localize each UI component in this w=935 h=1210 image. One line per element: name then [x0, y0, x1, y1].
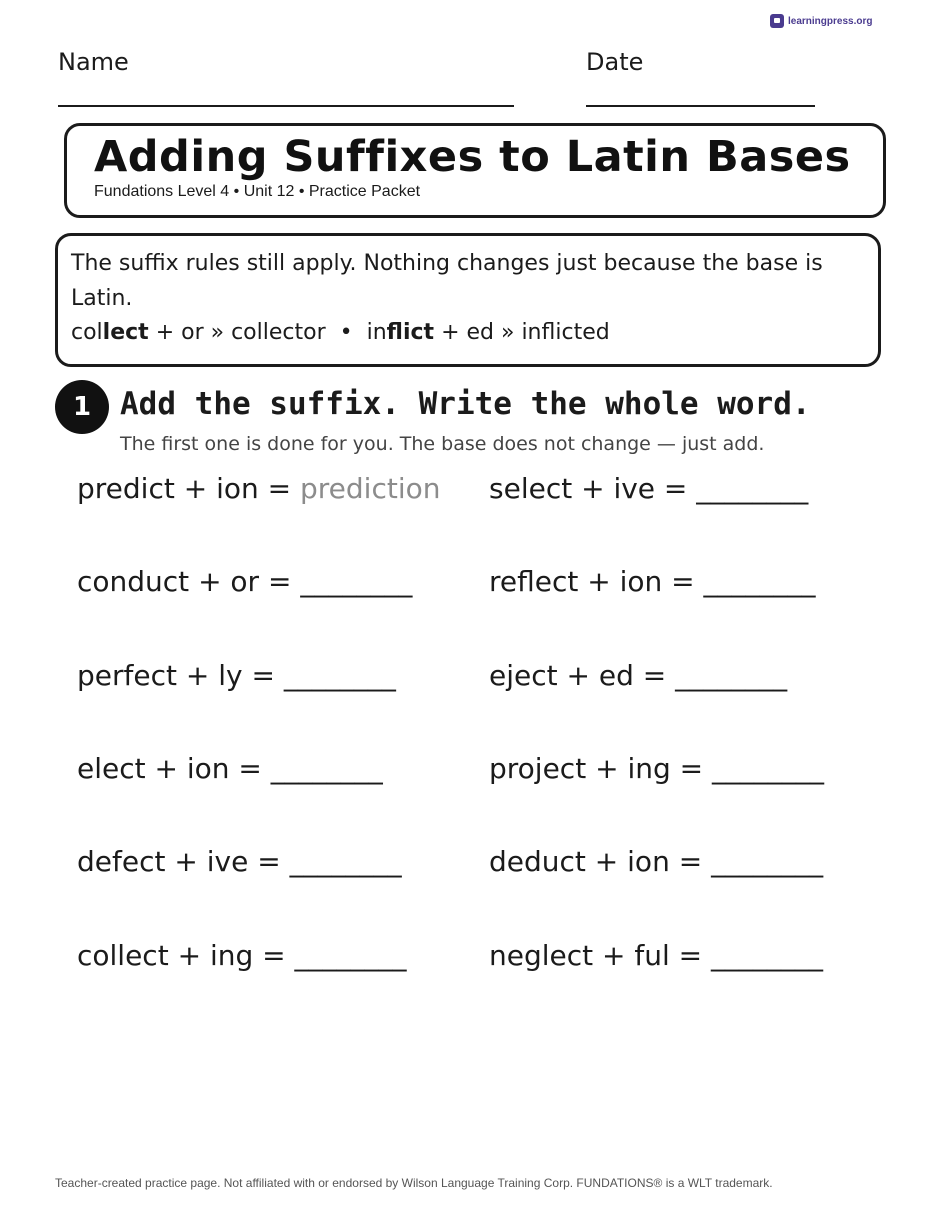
answer-blank[interactable]: ________ — [696, 472, 809, 505]
example-1-prefix: col — [71, 320, 103, 345]
problem-prompt: conduct + or = — [77, 565, 301, 598]
problem-prompt: reflect + ion = — [489, 565, 704, 598]
problem-prompt: perfect + ly = — [77, 659, 284, 692]
date-line — [586, 105, 815, 107]
rule-box — [55, 233, 881, 367]
rule-text: The suffix rules still apply. Nothing changes just because the base is Latin. — [71, 251, 823, 311]
answer-blank[interactable]: ________ — [283, 659, 396, 692]
brand-logo — [770, 12, 872, 30]
example-2-base: flict — [386, 320, 435, 345]
answer-blank[interactable]: ________ — [711, 845, 824, 878]
problem-item — [77, 752, 383, 785]
problem-prompt: select + ive = — [489, 472, 697, 505]
example-2-rest: + ed » inflicted — [434, 320, 610, 345]
date-label: Date — [586, 48, 644, 76]
answer-blank[interactable]: ________ — [712, 752, 825, 785]
problem-prompt: project + ing = — [489, 752, 713, 785]
name-label: Name — [58, 48, 129, 76]
page-subtitle: Fundations Level 4 • Unit 12 • Practice Packet — [94, 183, 421, 200]
title-box — [64, 123, 886, 218]
problem-item — [489, 565, 816, 598]
name-line — [58, 105, 514, 107]
answer-blank[interactable]: ________ — [711, 939, 824, 972]
problem-prompt: collect + ing = — [77, 939, 295, 972]
section-number-badge: 1 — [55, 380, 109, 434]
example-2-prefix: in — [366, 320, 387, 345]
problem-item — [77, 939, 407, 972]
answer-blank[interactable]: ________ — [294, 939, 407, 972]
problem-item — [489, 939, 823, 972]
problem-prompt: defect + ive = — [77, 845, 290, 878]
rule-example — [71, 320, 610, 345]
problem-prompt: eject + ed = — [489, 659, 676, 692]
example-1-rest: + or » collector — [148, 320, 326, 345]
problem-prompt: predict + ion = — [77, 472, 301, 505]
problem-item — [77, 845, 402, 878]
answer-blank[interactable]: ________ — [300, 565, 413, 598]
answer-blank[interactable]: ________ — [270, 752, 383, 785]
problem-prompt: elect + ion = — [77, 752, 271, 785]
page-title: Adding Suffixes to Latin Bases — [94, 132, 851, 182]
problem-item — [77, 659, 396, 692]
example-1-base: lect — [102, 320, 149, 345]
footer-disclaimer: Teacher-created practice page. Not affiliated with or endorsed by Wilson Language Training Corp. FUNDATIONS® is a WLT trademark. — [55, 1176, 773, 1190]
brand-name: learningpress.org — [788, 15, 873, 27]
answer-blank[interactable]: ________ — [675, 659, 788, 692]
example-separator: • — [339, 320, 353, 345]
problem-item — [77, 472, 441, 505]
problem-item — [489, 659, 787, 692]
problem-item — [489, 752, 824, 785]
book-logo-icon — [770, 14, 784, 28]
problem-item — [489, 845, 823, 878]
problem-prompt: neglect + ful = — [489, 939, 712, 972]
answer-blank[interactable]: ________ — [289, 845, 402, 878]
answer-blank[interactable]: ________ — [703, 565, 816, 598]
problem-item — [77, 565, 412, 598]
section-title: Add the suffix. Write the whole word. — [120, 386, 811, 422]
problem-item — [489, 472, 808, 505]
problem-prompt: deduct + ion = — [489, 845, 712, 878]
section-instructions: The first one is done for you. The base does not change — just add. — [120, 433, 765, 455]
example-answer: prediction — [300, 472, 441, 505]
